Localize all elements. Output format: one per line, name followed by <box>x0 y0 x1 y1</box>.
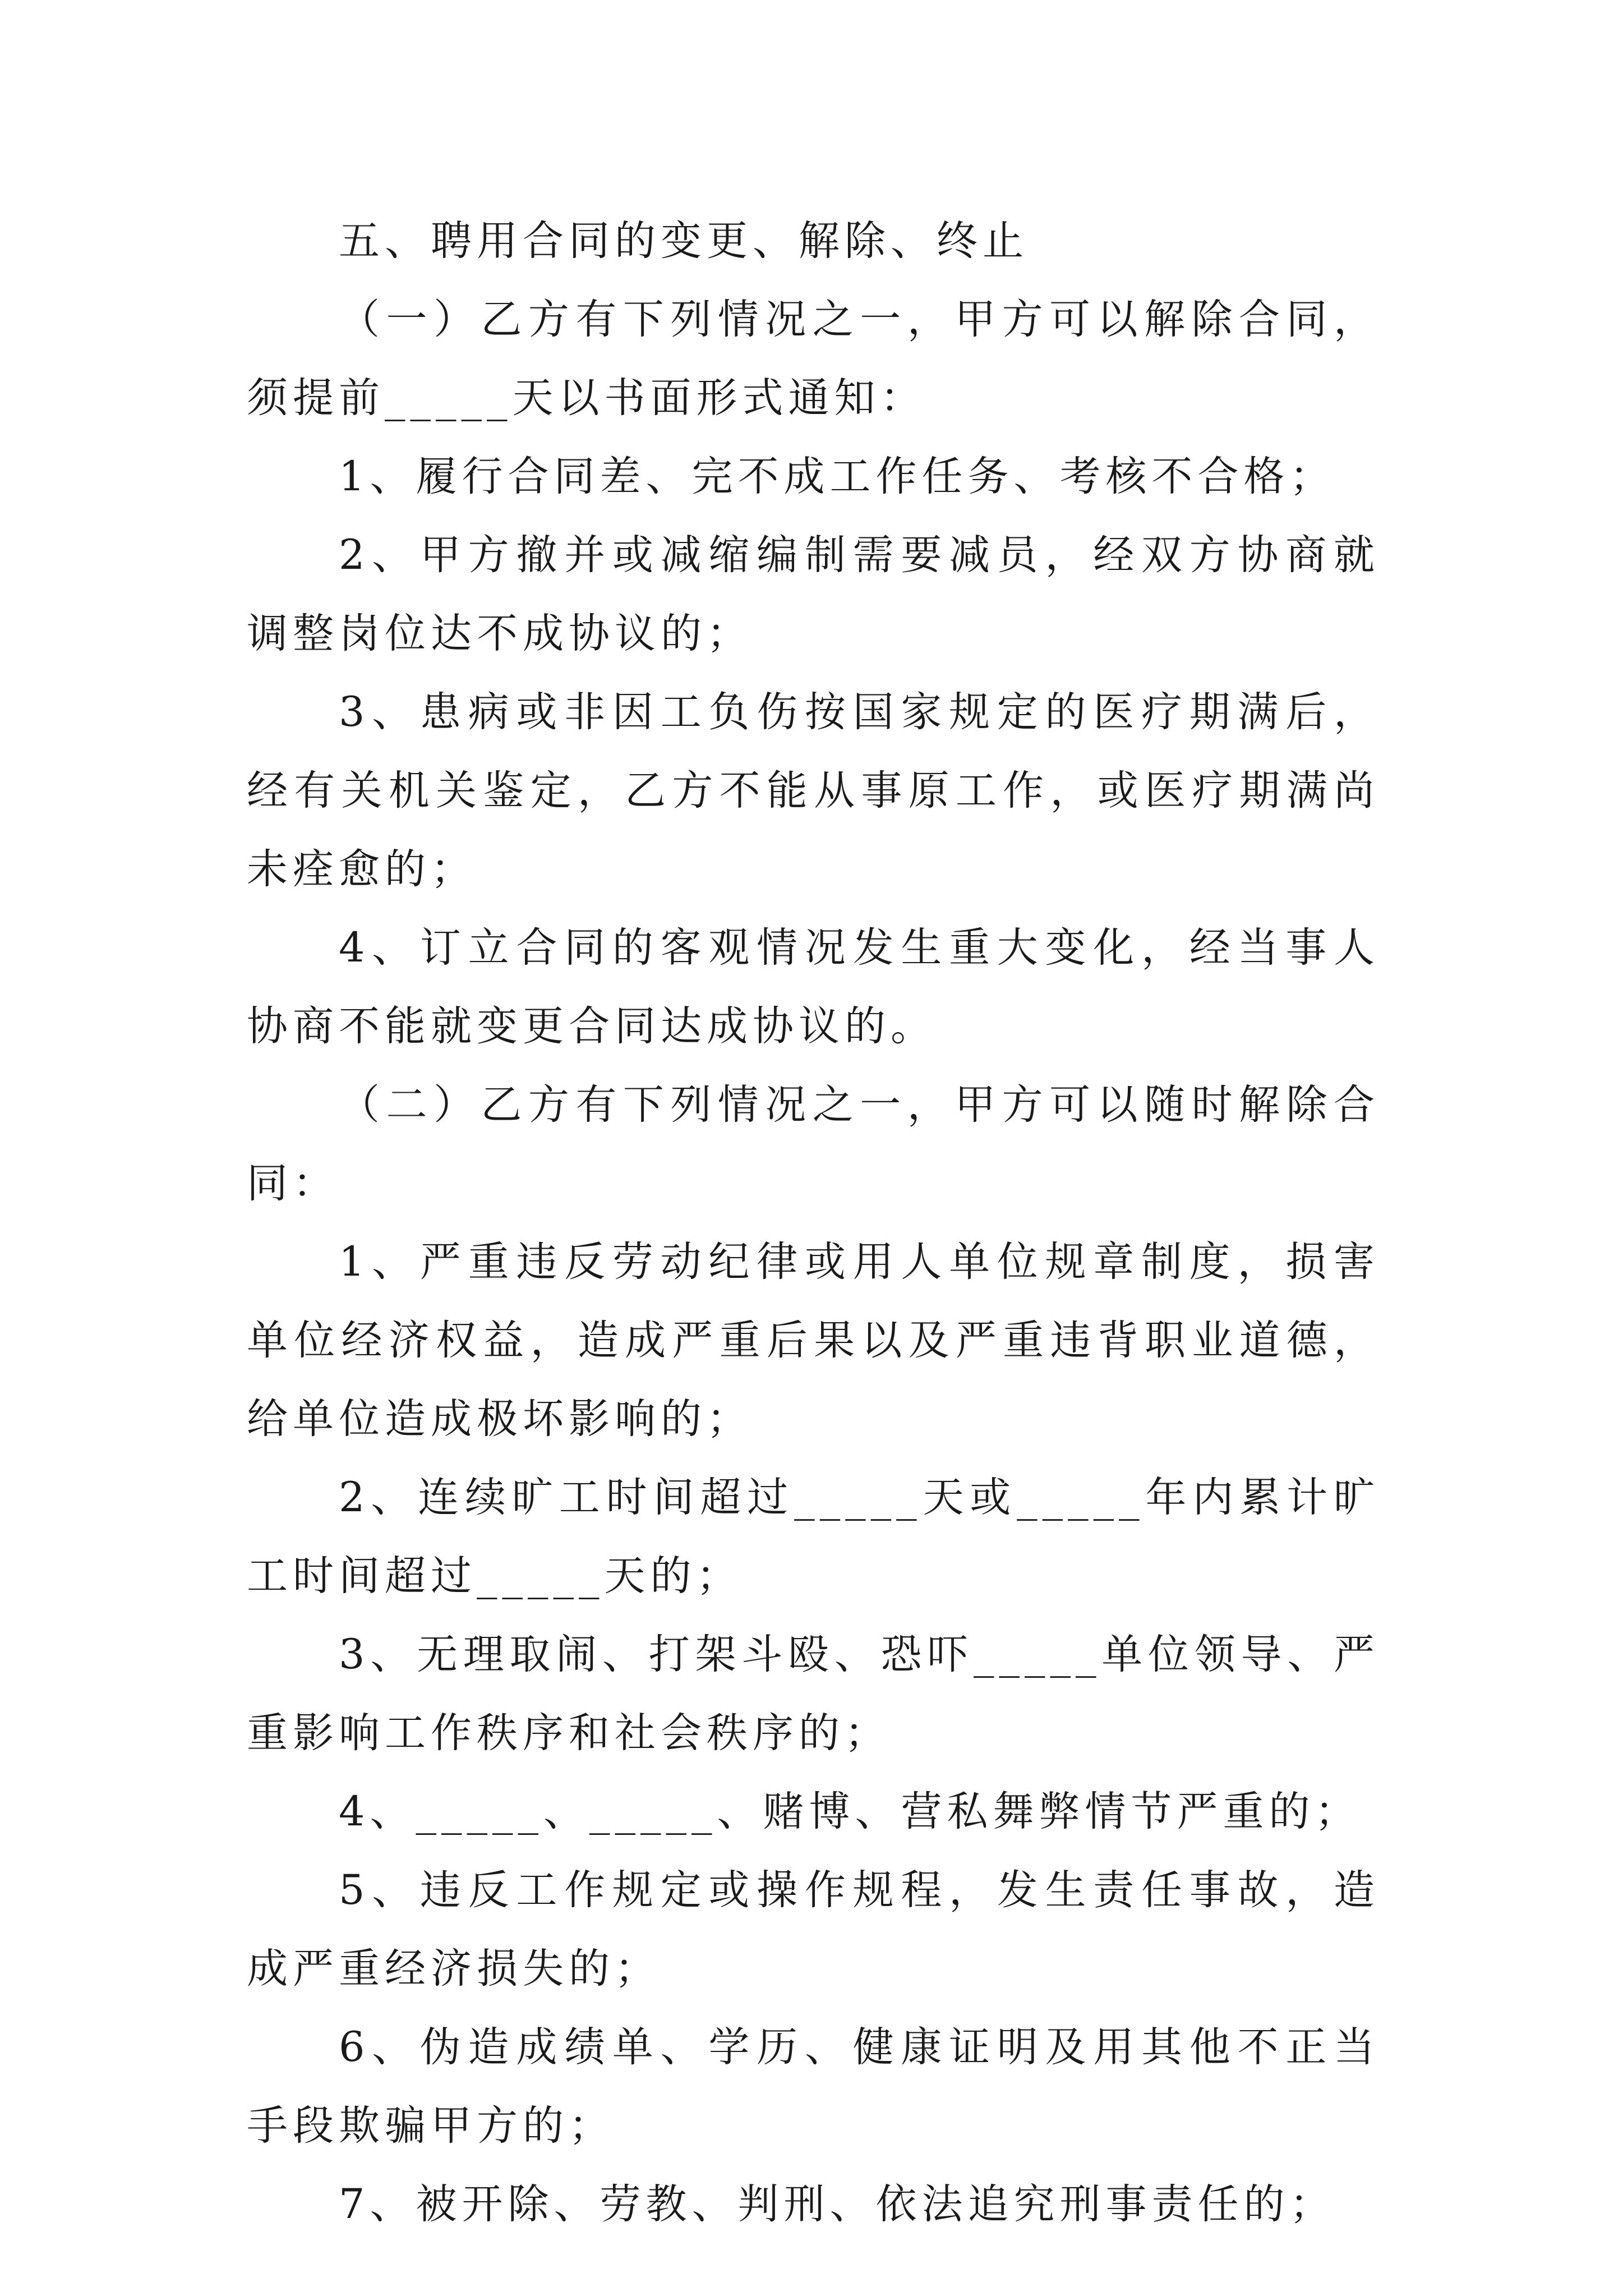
document-body <box>247 202 1380 2244</box>
list-item: 3、无理取闹、打架斗殴、恐吓_____单位领导、严重影响工作秩序和社会秩序的； <box>247 1631 1380 1757</box>
list-item: 5、违反工作规定或操作规程，发生责任事故，造成严重经济损失的； <box>247 1866 1380 1993</box>
list-item: 1、履行合同差、完不成工作任务、考核不合格； <box>339 453 1336 500</box>
list-item: 2、甲方撤并或减缩编制需要减员，经双方协商就调整岗位达不成协议的； <box>247 531 1380 657</box>
list-item: 4、_____、_____、赌博、营私舞弊情节严重的； <box>339 1788 1361 1835</box>
list-item: 3、患病或非因工负伤按国家规定的医疗期满后，经有关机关鉴定，乙方不能从事原工作，或医疗期满尚未痊愈的； <box>247 688 1380 893</box>
paragraph: （二）乙方有下列情况之一，甲方可以随时解除合同： <box>247 1081 1380 1207</box>
list-item: 2、连续旷工时间超过_____天或_____年内累计旷工时间超过_____天的； <box>247 1474 1380 1600</box>
section-heading: 五、聘用合同的变更、解除、终止 <box>339 217 1029 265</box>
list-item: 1、严重违反劳动纪律或用人单位规章制度，损害单位经济权益，造成严重后果以及严重违背职业道德，给单位造成极坏影响的； <box>247 1238 1380 1443</box>
list-item: 4、订立合同的客观情况发生重大变化，经当事人协商不能就变更合同达成协议的。 <box>247 924 1380 1050</box>
list-item: 6、伪造成绩单、学历、健康证明及用其他不正当手段欺骗甲方的； <box>247 2023 1380 2150</box>
list-item: 7、被开除、劳教、判刑、依法追究刑事责任的； <box>339 2180 1336 2228</box>
paragraph: （一）乙方有下列情况之一，甲方可以解除合同，须提前_____天以书面形式通知： <box>247 296 1380 422</box>
